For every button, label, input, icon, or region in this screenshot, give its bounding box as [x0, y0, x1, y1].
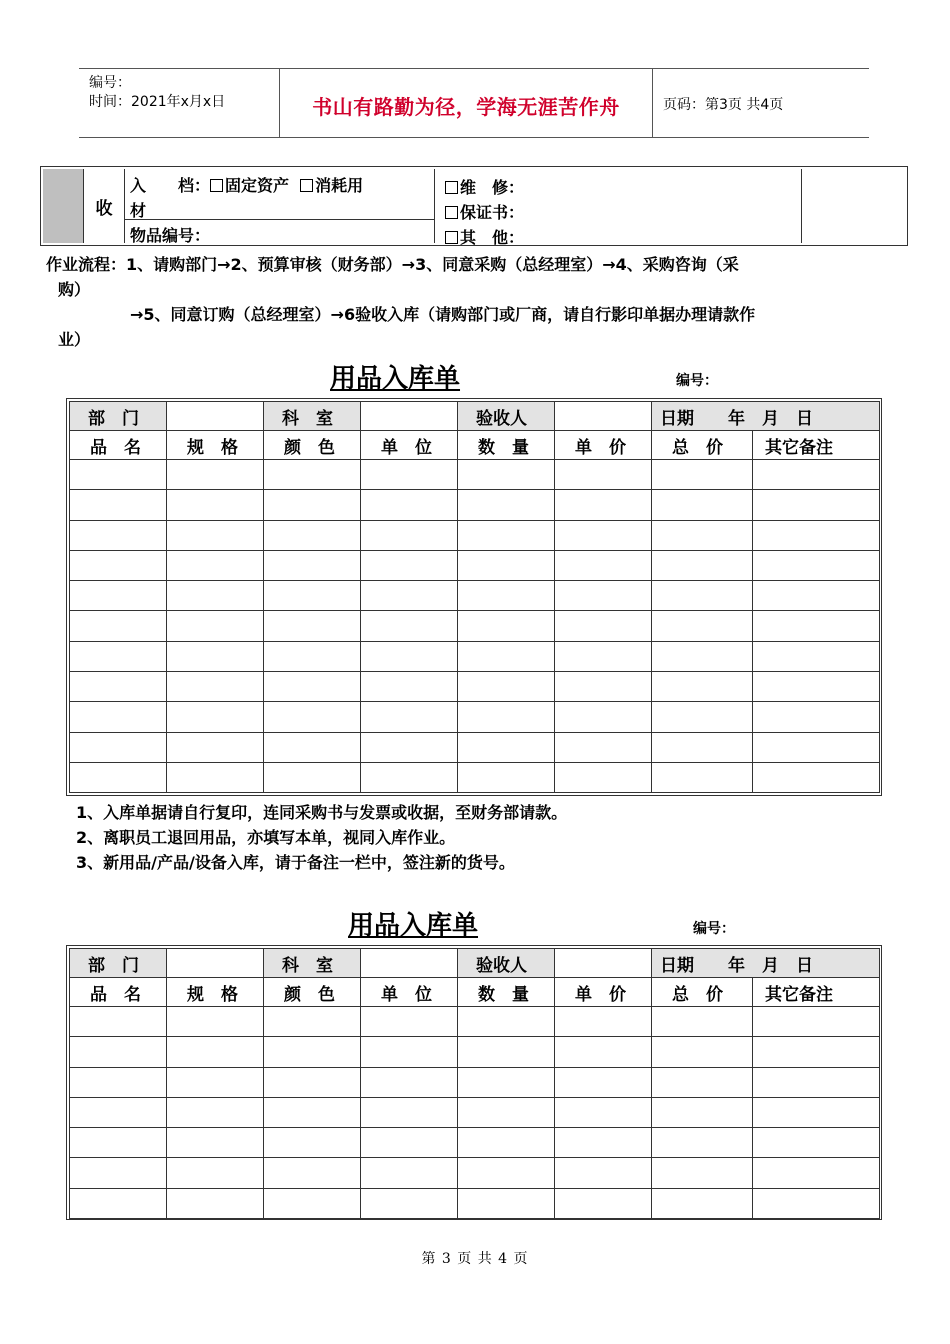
date-label: 日期 年 月 日 — [652, 949, 880, 978]
checkbox-icon[interactable] — [300, 179, 313, 192]
section-value[interactable] — [361, 402, 458, 431]
entry-cell[interactable] — [458, 1097, 555, 1127]
col-total: 总 价 — [652, 431, 753, 460]
entry-cell[interactable] — [458, 732, 555, 762]
col-spec: 规 格 — [167, 978, 264, 1007]
entry-cell[interactable] — [652, 1037, 753, 1067]
col-qty: 数 量 — [458, 431, 555, 460]
entry-cell[interactable] — [264, 490, 361, 520]
table-row — [70, 702, 880, 732]
entry-cell[interactable] — [458, 550, 555, 580]
entry-cell[interactable] — [361, 732, 458, 762]
checkbox-icon[interactable] — [445, 206, 458, 219]
entry-cell[interactable] — [555, 1128, 652, 1158]
entry-cell[interactable] — [652, 732, 753, 762]
section-label: 科 室 — [264, 949, 361, 978]
entry-cell[interactable] — [458, 1188, 555, 1218]
entry-cell[interactable] — [753, 1128, 880, 1158]
entry-cell[interactable] — [167, 1128, 264, 1158]
entry-cell[interactable] — [652, 581, 753, 611]
consumable-label: 消耗用 — [315, 176, 364, 195]
entry-cell[interactable] — [652, 1188, 753, 1218]
entry-cell[interactable] — [70, 1007, 167, 1037]
stock-in-grid — [69, 401, 880, 793]
entry-cell[interactable] — [70, 702, 167, 732]
other-label: 其 他： — [460, 228, 525, 247]
receipt-archive-cell — [124, 169, 435, 243]
entry-cell[interactable] — [70, 1097, 167, 1127]
entry-cell[interactable] — [361, 1007, 458, 1037]
entry-cell[interactable] — [652, 672, 753, 702]
entry-cell[interactable] — [458, 1007, 555, 1037]
dept-label: 部 门 — [70, 949, 167, 978]
warranty-option — [445, 200, 524, 223]
entry-cell[interactable] — [555, 672, 652, 702]
col-unit: 单 位 — [361, 978, 458, 1007]
entry-cell[interactable] — [361, 581, 458, 611]
section-label: 科 室 — [264, 402, 361, 431]
entry-cell[interactable] — [753, 702, 880, 732]
col-price: 单 价 — [555, 978, 652, 1007]
header-row-1 — [70, 402, 880, 431]
stock-in-body — [70, 460, 880, 793]
entry-cell[interactable] — [555, 520, 652, 550]
entry-cell[interactable] — [458, 702, 555, 732]
entry-cell[interactable] — [555, 460, 652, 490]
entry-cell[interactable] — [753, 732, 880, 762]
entry-cell[interactable] — [361, 762, 458, 792]
entry-cell[interactable] — [167, 550, 264, 580]
entry-cell[interactable] — [361, 611, 458, 641]
form-title: 用品入库单 — [348, 911, 479, 941]
table-row — [70, 732, 880, 762]
entry-cell[interactable] — [264, 702, 361, 732]
col-color: 颜 色 — [264, 431, 361, 460]
entry-cell[interactable] — [555, 1188, 652, 1218]
divider — [124, 219, 434, 220]
col-color: 颜 色 — [264, 978, 361, 1007]
entry-cell[interactable] — [555, 581, 652, 611]
entry-cell[interactable] — [70, 1158, 167, 1188]
entry-cell[interactable] — [361, 1158, 458, 1188]
entry-cell[interactable] — [167, 1158, 264, 1188]
entry-cell[interactable] — [70, 1067, 167, 1097]
entry-cell[interactable] — [753, 460, 880, 490]
entry-cell[interactable] — [70, 732, 167, 762]
table-row — [70, 611, 880, 641]
entry-cell[interactable] — [70, 520, 167, 550]
entry-cell[interactable] — [652, 1097, 753, 1127]
archive-line2: 材 — [130, 201, 147, 220]
table-row — [70, 490, 880, 520]
entry-cell[interactable] — [361, 1188, 458, 1218]
entry-cell[interactable] — [264, 732, 361, 762]
entry-cell[interactable] — [264, 762, 361, 792]
col-qty: 数 量 — [458, 978, 555, 1007]
entry-cell[interactable] — [70, 1128, 167, 1158]
note-2: 2、离职员工退回用品，亦填写本单，视同入库作业。 — [76, 828, 456, 847]
entry-cell[interactable] — [70, 490, 167, 520]
entry-cell[interactable] — [555, 1158, 652, 1188]
entry-cell[interactable] — [753, 490, 880, 520]
form-number-label: 编号： — [693, 921, 735, 937]
stock-in-body — [70, 1007, 880, 1219]
entry-cell[interactable] — [361, 460, 458, 490]
entry-cell[interactable] — [753, 611, 880, 641]
warranty-label: 保证书： — [460, 203, 525, 222]
entry-cell[interactable] — [361, 490, 458, 520]
entry-cell[interactable] — [652, 1158, 753, 1188]
entry-cell[interactable] — [458, 762, 555, 792]
entry-cell[interactable] — [264, 1037, 361, 1067]
entry-cell[interactable] — [264, 641, 361, 671]
stock-in-table — [66, 398, 882, 796]
page-info: 页码：第3页 共4页 — [663, 97, 784, 113]
entry-cell[interactable] — [555, 1097, 652, 1127]
col-total: 总 价 — [652, 978, 753, 1007]
table-row — [70, 550, 880, 580]
table-row — [70, 1097, 880, 1127]
entry-cell[interactable] — [555, 732, 652, 762]
note-1: 1、入库单据请自行复印，连同采购书与发票或收据，至财务部请款。 — [76, 803, 568, 822]
entry-cell[interactable] — [264, 1188, 361, 1218]
repair-label: 维 修： — [460, 178, 525, 197]
entry-cell[interactable] — [167, 1097, 264, 1127]
receipt-side-label: 收 — [83, 169, 125, 243]
entry-cell[interactable] — [264, 581, 361, 611]
entry-cell[interactable] — [264, 1007, 361, 1037]
entry-cell[interactable] — [167, 490, 264, 520]
item-number-label: 物品编号： — [130, 226, 211, 245]
section-value[interactable] — [361, 949, 458, 978]
header-motto-cell — [280, 69, 653, 137]
entry-cell[interactable] — [753, 1188, 880, 1218]
entry-cell[interactable] — [753, 762, 880, 792]
entry-cell[interactable] — [652, 550, 753, 580]
dept-value[interactable] — [167, 949, 264, 978]
entry-cell[interactable] — [458, 1158, 555, 1188]
inspector-label: 验收人 — [458, 949, 555, 978]
entry-cell[interactable] — [264, 460, 361, 490]
entry-cell[interactable] — [70, 672, 167, 702]
entry-cell[interactable] — [264, 1097, 361, 1127]
table-row — [70, 762, 880, 792]
entry-cell[interactable] — [361, 1067, 458, 1097]
checkbox-icon[interactable] — [210, 179, 223, 192]
col-spec: 规 格 — [167, 431, 264, 460]
entry-cell[interactable] — [555, 702, 652, 732]
entry-cell[interactable] — [70, 611, 167, 641]
entry-cell[interactable] — [753, 1097, 880, 1127]
entry-cell[interactable] — [167, 460, 264, 490]
entry-cell[interactable] — [70, 641, 167, 671]
header-page-cell — [653, 69, 869, 137]
form-title: 用品入库单 — [330, 364, 461, 394]
entry-cell[interactable] — [458, 490, 555, 520]
entry-cell[interactable] — [458, 581, 555, 611]
table-row — [70, 1007, 880, 1037]
repair-option — [445, 175, 524, 198]
entry-cell[interactable] — [167, 1067, 264, 1097]
table-row — [70, 460, 880, 490]
entry-cell[interactable] — [361, 641, 458, 671]
time-label: 时间：2021年x月x日 — [89, 94, 226, 110]
entry-cell[interactable] — [652, 1067, 753, 1097]
entry-cell[interactable] — [555, 1037, 652, 1067]
serial-label: 编号： — [89, 75, 131, 91]
entry-cell[interactable] — [458, 520, 555, 550]
entry-cell[interactable] — [753, 550, 880, 580]
col-name: 品 名 — [70, 978, 167, 1007]
archive-line — [130, 173, 363, 196]
entry-cell[interactable] — [555, 490, 652, 520]
entry-cell[interactable] — [652, 611, 753, 641]
entry-cell[interactable] — [361, 672, 458, 702]
receipt-options-cell — [435, 169, 802, 247]
entry-cell[interactable] — [458, 460, 555, 490]
archive-label: 入 档： — [130, 176, 211, 195]
entry-cell[interactable] — [264, 611, 361, 641]
entry-cell[interactable] — [70, 460, 167, 490]
entry-cell[interactable] — [555, 611, 652, 641]
flow-line-3: →5、同意订购（总经理室）→6验收入库（请购部门或厂商，请自行影印单据办理请款作 — [130, 305, 756, 324]
entry-cell[interactable] — [753, 1158, 880, 1188]
entry-cell[interactable] — [652, 1128, 753, 1158]
other-option — [445, 225, 524, 248]
entry-cell[interactable] — [264, 1067, 361, 1097]
flow-line-2: 购） — [58, 280, 91, 299]
entry-cell[interactable] — [458, 672, 555, 702]
entry-cell[interactable] — [458, 1128, 555, 1158]
entry-cell[interactable] — [361, 702, 458, 732]
entry-cell[interactable] — [652, 490, 753, 520]
entry-cell[interactable] — [652, 762, 753, 792]
entry-cell[interactable] — [652, 520, 753, 550]
stock-in-grid — [69, 948, 880, 1219]
entry-cell[interactable] — [753, 520, 880, 550]
entry-cell[interactable] — [167, 611, 264, 641]
entry-cell[interactable] — [652, 460, 753, 490]
entry-cell[interactable] — [361, 1128, 458, 1158]
entry-cell[interactable] — [264, 1128, 361, 1158]
entry-cell[interactable] — [753, 1037, 880, 1067]
col-price: 单 价 — [555, 431, 652, 460]
entry-cell[interactable] — [458, 611, 555, 641]
entry-cell[interactable] — [555, 1007, 652, 1037]
entry-cell[interactable] — [264, 672, 361, 702]
entry-cell[interactable] — [361, 1037, 458, 1067]
date-label: 日期 年 月 日 — [652, 402, 880, 431]
entry-cell[interactable] — [70, 550, 167, 580]
entry-cell[interactable] — [167, 1037, 264, 1067]
entry-cell[interactable] — [555, 1067, 652, 1097]
entry-cell[interactable] — [70, 762, 167, 792]
entry-cell[interactable] — [167, 1007, 264, 1037]
entry-cell[interactable] — [70, 1188, 167, 1218]
form-number-label: 编号： — [676, 373, 718, 389]
header-row-1 — [70, 949, 880, 978]
page-footer: 第 3 页 共 4 页 — [421, 1251, 529, 1267]
entry-cell[interactable] — [753, 581, 880, 611]
entry-cell[interactable] — [264, 1158, 361, 1188]
entry-cell[interactable] — [753, 1067, 880, 1097]
table-row — [70, 520, 880, 550]
fixed-asset-label: 固定资产 — [225, 176, 290, 195]
table-row — [70, 1158, 880, 1188]
entry-cell[interactable] — [167, 581, 264, 611]
header-row-2 — [70, 431, 880, 460]
inspector-value[interactable] — [555, 402, 652, 431]
stock-in-table — [66, 945, 882, 1220]
entry-cell[interactable] — [555, 550, 652, 580]
entry-cell[interactable] — [264, 550, 361, 580]
table-row — [70, 1188, 880, 1218]
entry-cell[interactable] — [458, 1067, 555, 1097]
receipt-table — [40, 166, 908, 246]
col-unit: 单 位 — [361, 431, 458, 460]
page-header — [79, 68, 869, 138]
table-row — [70, 1067, 880, 1097]
col-remarks: 其它备注 — [753, 431, 880, 460]
table-row — [70, 672, 880, 702]
entry-cell[interactable] — [555, 641, 652, 671]
note-3: 3、新用品/产品/设备入库，请于备注一栏中，签注新的货号。 — [76, 853, 515, 872]
dept-label: 部 门 — [70, 402, 167, 431]
receipt-shade — [43, 169, 83, 243]
checkbox-icon[interactable] — [445, 181, 458, 194]
entry-cell[interactable] — [753, 1007, 880, 1037]
entry-cell[interactable] — [555, 762, 652, 792]
entry-cell[interactable] — [361, 520, 458, 550]
table-row — [70, 1037, 880, 1067]
header-row-2 — [70, 978, 880, 1007]
entry-cell[interactable] — [753, 641, 880, 671]
flow-line-4: 业） — [58, 330, 91, 349]
entry-cell[interactable] — [652, 1007, 753, 1037]
entry-cell[interactable] — [652, 641, 753, 671]
entry-cell[interactable] — [167, 520, 264, 550]
entry-cell[interactable] — [167, 672, 264, 702]
entry-cell[interactable] — [167, 762, 264, 792]
entry-cell[interactable] — [753, 672, 880, 702]
entry-cell[interactable] — [167, 732, 264, 762]
entry-cell[interactable] — [458, 1037, 555, 1067]
entry-cell[interactable] — [361, 1097, 458, 1127]
motto: 书山有路勤为径，学海无涯苦作舟 — [312, 95, 620, 119]
entry-cell[interactable] — [264, 520, 361, 550]
table-row — [70, 581, 880, 611]
inspector-value[interactable] — [555, 949, 652, 978]
entry-cell[interactable] — [458, 641, 555, 671]
col-remarks: 其它备注 — [753, 978, 880, 1007]
entry-cell[interactable] — [167, 641, 264, 671]
entry-cell[interactable] — [652, 702, 753, 732]
entry-cell[interactable] — [361, 550, 458, 580]
col-name: 品 名 — [70, 431, 167, 460]
entry-cell[interactable] — [167, 1188, 264, 1218]
entry-cell[interactable] — [167, 702, 264, 732]
dept-value[interactable] — [167, 402, 264, 431]
flow-line-1: 作业流程：1、请购部门→2、预算审核（财务部）→3、同意采购（总经理室）→4、采购咨询（采 — [46, 255, 739, 274]
checkbox-icon[interactable] — [445, 231, 458, 244]
header-meta — [79, 69, 280, 137]
table-row — [70, 1128, 880, 1158]
table-row — [70, 641, 880, 671]
inspector-label: 验收人 — [458, 402, 555, 431]
entry-cell[interactable] — [70, 581, 167, 611]
entry-cell[interactable] — [70, 1037, 167, 1067]
